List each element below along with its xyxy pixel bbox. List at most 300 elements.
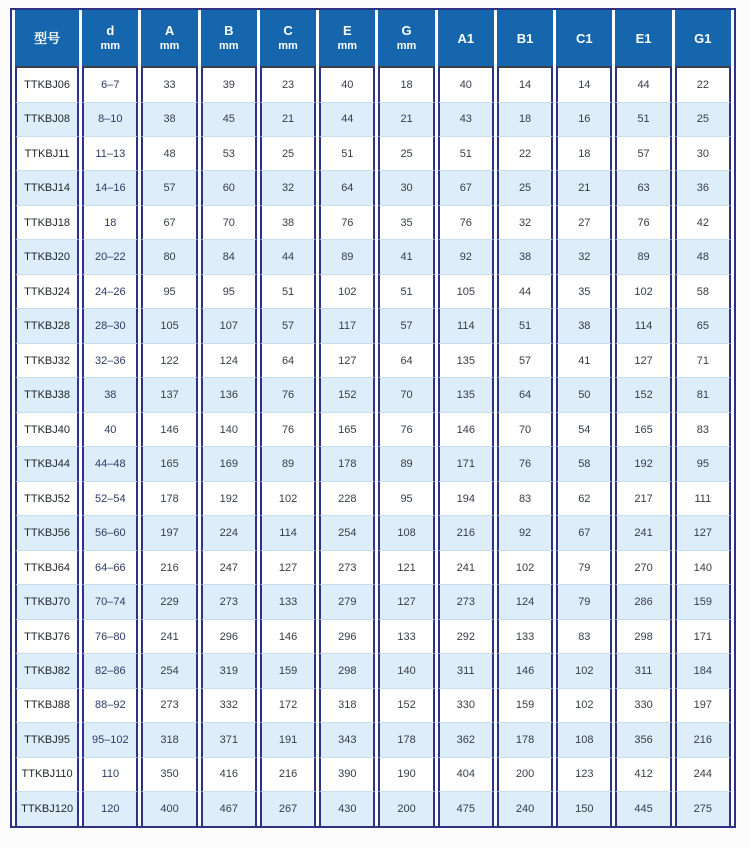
value-cell-E: 76 (319, 206, 375, 240)
value-cell-B: 192 (201, 482, 257, 516)
column-label: E (342, 23, 352, 38)
value-cell-C1: 21 (556, 171, 612, 205)
value-cell-B1: 83 (497, 482, 553, 516)
value-cell-A1: 43 (438, 103, 494, 137)
value-cell-A1: 135 (438, 378, 494, 412)
value-cell-B1: 57 (497, 344, 553, 378)
value-cell-A1: 241 (438, 551, 494, 585)
value-cell-C1: 35 (556, 275, 612, 309)
value-cell-C1: 123 (556, 758, 612, 792)
value-cell-B1: 92 (497, 516, 553, 550)
value-cell-C1: 50 (556, 378, 612, 412)
value-cell-E: 152 (319, 378, 375, 412)
value-cell-C1: 108 (556, 723, 612, 757)
value-cell-C: 267 (260, 792, 316, 826)
column-unit-label: mm (100, 40, 121, 52)
table-row (15, 654, 731, 688)
column-unit-label: mm (219, 40, 239, 52)
value-cell-E1: 330 (615, 689, 671, 723)
column-header-C1 (556, 10, 612, 66)
value-cell-E: 228 (319, 482, 375, 516)
value-cell-A1: 330 (438, 689, 494, 723)
value-cell-C1: 83 (556, 620, 612, 654)
value-cell-d: 11–13 (82, 137, 138, 171)
model-cell: TTKBJ82 (15, 654, 79, 688)
value-cell-E1: 57 (615, 137, 671, 171)
table-row (15, 758, 731, 792)
value-cell-A1: 76 (438, 206, 494, 240)
value-cell-G: 70 (378, 378, 434, 412)
value-cell-B: 467 (201, 792, 257, 826)
value-cell-A: 241 (141, 620, 197, 654)
value-cell-C1: 79 (556, 551, 612, 585)
value-cell-G: 178 (378, 723, 434, 757)
value-cell-B: 332 (201, 689, 257, 723)
value-cell-C: 89 (260, 447, 316, 481)
value-cell-G: 200 (378, 792, 434, 826)
table-row (15, 689, 731, 723)
value-cell-G1: 140 (675, 551, 731, 585)
value-cell-A1: 216 (438, 516, 494, 550)
header-row (15, 10, 731, 66)
value-cell-G1: 127 (675, 516, 731, 550)
value-cell-E: 343 (319, 723, 375, 757)
value-cell-d: 95–102 (82, 723, 138, 757)
value-cell-E: 296 (319, 620, 375, 654)
value-cell-G1: 58 (675, 275, 731, 309)
table-row (15, 309, 731, 343)
value-cell-E1: 165 (615, 413, 671, 447)
table-row (15, 275, 731, 309)
value-cell-C: 38 (260, 206, 316, 240)
value-cell-A: 122 (141, 344, 197, 378)
value-cell-G1: 22 (675, 66, 731, 103)
value-cell-B1: 102 (497, 551, 553, 585)
value-cell-d: 24–26 (82, 275, 138, 309)
value-cell-E1: 114 (615, 309, 671, 343)
value-cell-d: 38 (82, 378, 138, 412)
column-unit-label: mm (159, 40, 180, 52)
value-cell-A1: 114 (438, 309, 494, 343)
value-cell-A1: 51 (438, 137, 494, 171)
model-cell: TTKBJ120 (15, 792, 79, 826)
value-cell-A1: 146 (438, 413, 494, 447)
value-cell-C: 159 (260, 654, 316, 688)
value-cell-C: 23 (260, 66, 316, 103)
value-cell-C1: 62 (556, 482, 612, 516)
value-cell-G: 51 (378, 275, 434, 309)
value-cell-A1: 404 (438, 758, 494, 792)
value-cell-G1: 30 (675, 137, 731, 171)
value-cell-A: 95 (141, 275, 197, 309)
value-cell-E: 127 (319, 344, 375, 378)
value-cell-E: 279 (319, 585, 375, 619)
column-header-B (201, 10, 257, 66)
column-label: 型号 (34, 30, 61, 46)
value-cell-E: 117 (319, 309, 375, 343)
value-cell-B1: 44 (497, 275, 553, 309)
value-cell-G1: 71 (675, 344, 731, 378)
value-cell-B1: 70 (497, 413, 553, 447)
value-cell-A: 80 (141, 240, 197, 274)
value-cell-E1: 89 (615, 240, 671, 274)
model-cell: TTKBJ40 (15, 413, 79, 447)
table-row (15, 723, 731, 757)
value-cell-G: 18 (378, 66, 434, 103)
column-label: C1 (576, 30, 593, 46)
table-row (15, 792, 731, 826)
value-cell-C: 32 (260, 171, 316, 205)
value-cell-B1: 14 (497, 66, 553, 103)
value-cell-G: 25 (378, 137, 434, 171)
value-cell-E: 390 (319, 758, 375, 792)
value-cell-A: 273 (141, 689, 197, 723)
value-cell-A: 146 (141, 413, 197, 447)
column-label: E1 (635, 30, 652, 46)
value-cell-C: 172 (260, 689, 316, 723)
value-cell-E: 254 (319, 516, 375, 550)
value-cell-d: 32–36 (82, 344, 138, 378)
value-cell-E: 89 (319, 240, 375, 274)
table-row (15, 137, 731, 171)
value-cell-C1: 32 (556, 240, 612, 274)
column-header-model (15, 10, 79, 66)
column-header-B1 (497, 10, 553, 66)
model-cell: TTKBJ44 (15, 447, 79, 481)
model-cell: TTKBJ70 (15, 585, 79, 619)
column-label: B1 (516, 30, 534, 46)
value-cell-E: 51 (319, 137, 375, 171)
value-cell-G: 30 (378, 171, 434, 205)
value-cell-G1: 171 (675, 620, 731, 654)
value-cell-G: 152 (378, 689, 434, 723)
value-cell-C1: 41 (556, 344, 612, 378)
value-cell-A: 137 (141, 378, 197, 412)
value-cell-E1: 44 (615, 66, 671, 103)
model-cell: TTKBJ76 (15, 620, 79, 654)
value-cell-G: 95 (378, 482, 434, 516)
value-cell-E1: 51 (615, 103, 671, 137)
model-cell: TTKBJ11 (15, 137, 79, 171)
value-cell-B: 45 (201, 103, 257, 137)
table-body (15, 66, 731, 826)
column-label: G (401, 23, 412, 38)
value-cell-B1: 124 (497, 585, 553, 619)
value-cell-E1: 445 (615, 792, 671, 826)
value-cell-B: 60 (201, 171, 257, 205)
value-cell-B: 39 (201, 66, 257, 103)
value-cell-E1: 298 (615, 620, 671, 654)
value-cell-d: 120 (82, 792, 138, 826)
value-cell-A: 197 (141, 516, 197, 550)
model-cell: TTKBJ52 (15, 482, 79, 516)
value-cell-C1: 16 (556, 103, 612, 137)
value-cell-G1: 159 (675, 585, 731, 619)
value-cell-E: 273 (319, 551, 375, 585)
value-cell-G: 108 (378, 516, 434, 550)
value-cell-d: 76–80 (82, 620, 138, 654)
value-cell-G: 121 (378, 551, 434, 585)
column-label: A (164, 23, 175, 38)
value-cell-G1: 216 (675, 723, 731, 757)
value-cell-E: 40 (319, 66, 375, 103)
column-label: B (224, 23, 234, 38)
model-cell: TTKBJ32 (15, 344, 79, 378)
value-cell-d: 18 (82, 206, 138, 240)
model-cell: TTKBJ88 (15, 689, 79, 723)
value-cell-G1: 42 (675, 206, 731, 240)
model-cell: TTKBJ14 (15, 171, 79, 205)
value-cell-C1: 54 (556, 413, 612, 447)
value-cell-B1: 178 (497, 723, 553, 757)
value-cell-B: 140 (201, 413, 257, 447)
column-header-A (141, 10, 197, 66)
value-cell-E: 430 (319, 792, 375, 826)
model-cell: TTKBJ95 (15, 723, 79, 757)
value-cell-B1: 18 (497, 103, 553, 137)
table-row (15, 103, 731, 137)
value-cell-A: 165 (141, 447, 197, 481)
value-cell-A: 254 (141, 654, 197, 688)
value-cell-d: 82–86 (82, 654, 138, 688)
value-cell-C1: 14 (556, 66, 612, 103)
column-label: A1 (457, 30, 475, 46)
value-cell-E: 298 (319, 654, 375, 688)
value-cell-A: 105 (141, 309, 197, 343)
value-cell-d: 28–30 (82, 309, 138, 343)
value-cell-A: 318 (141, 723, 197, 757)
value-cell-B: 371 (201, 723, 257, 757)
value-cell-B1: 38 (497, 240, 553, 274)
value-cell-B: 124 (201, 344, 257, 378)
value-cell-G1: 65 (675, 309, 731, 343)
value-cell-G: 76 (378, 413, 434, 447)
value-cell-G1: 111 (675, 482, 731, 516)
value-cell-B1: 240 (497, 792, 553, 826)
value-cell-C: 64 (260, 344, 316, 378)
model-cell: TTKBJ20 (15, 240, 79, 274)
table-row (15, 344, 731, 378)
table-row (15, 206, 731, 240)
value-cell-B: 319 (201, 654, 257, 688)
value-cell-C1: 38 (556, 309, 612, 343)
value-cell-d: 52–54 (82, 482, 138, 516)
value-cell-B1: 133 (497, 620, 553, 654)
table-header (15, 10, 731, 66)
column-header-E (319, 10, 375, 66)
value-cell-B1: 22 (497, 137, 553, 171)
column-header-E1 (615, 10, 671, 66)
value-cell-E1: 217 (615, 482, 671, 516)
column-header-G (378, 10, 434, 66)
value-cell-E1: 270 (615, 551, 671, 585)
value-cell-E: 178 (319, 447, 375, 481)
value-cell-A1: 362 (438, 723, 494, 757)
value-cell-A: 216 (141, 551, 197, 585)
table-row (15, 551, 731, 585)
value-cell-G1: 197 (675, 689, 731, 723)
value-cell-A1: 194 (438, 482, 494, 516)
table-row (15, 516, 731, 550)
value-cell-C: 76 (260, 413, 316, 447)
value-cell-C1: 18 (556, 137, 612, 171)
value-cell-d: 40 (82, 413, 138, 447)
value-cell-B: 84 (201, 240, 257, 274)
value-cell-d: 6–7 (82, 66, 138, 103)
value-cell-A: 33 (141, 66, 197, 103)
model-cell: TTKBJ08 (15, 103, 79, 137)
value-cell-C: 44 (260, 240, 316, 274)
value-cell-B: 136 (201, 378, 257, 412)
value-cell-B1: 51 (497, 309, 553, 343)
column-unit-label: mm (396, 40, 417, 52)
value-cell-C1: 58 (556, 447, 612, 481)
value-cell-d: 44–48 (82, 447, 138, 481)
value-cell-G: 64 (378, 344, 434, 378)
value-cell-G1: 83 (675, 413, 731, 447)
value-cell-G: 190 (378, 758, 434, 792)
value-cell-G: 21 (378, 103, 434, 137)
model-cell: TTKBJ56 (15, 516, 79, 550)
table-row (15, 413, 731, 447)
value-cell-B1: 25 (497, 171, 553, 205)
value-cell-C1: 150 (556, 792, 612, 826)
value-cell-G1: 184 (675, 654, 731, 688)
value-cell-C: 57 (260, 309, 316, 343)
value-cell-C1: 79 (556, 585, 612, 619)
value-cell-d: 8–10 (82, 103, 138, 137)
value-cell-A: 48 (141, 137, 197, 171)
value-cell-E1: 412 (615, 758, 671, 792)
value-cell-G: 127 (378, 585, 434, 619)
value-cell-G1: 81 (675, 378, 731, 412)
value-cell-B1: 200 (497, 758, 553, 792)
model-cell: TTKBJ06 (15, 66, 79, 103)
value-cell-C1: 102 (556, 689, 612, 723)
value-cell-E1: 241 (615, 516, 671, 550)
table-row (15, 171, 731, 205)
value-cell-E1: 76 (615, 206, 671, 240)
model-cell: TTKBJ64 (15, 551, 79, 585)
table-row (15, 240, 731, 274)
value-cell-d: 56–60 (82, 516, 138, 550)
value-cell-B: 53 (201, 137, 257, 171)
column-label: C (283, 23, 293, 38)
value-cell-B: 224 (201, 516, 257, 550)
value-cell-G: 89 (378, 447, 434, 481)
value-cell-E: 318 (319, 689, 375, 723)
value-cell-A1: 40 (438, 66, 494, 103)
column-header-d (82, 10, 138, 66)
column-header-G1 (675, 10, 731, 66)
table-row (15, 378, 731, 412)
value-cell-E: 44 (319, 103, 375, 137)
value-cell-E: 165 (319, 413, 375, 447)
value-cell-d: 64–66 (82, 551, 138, 585)
value-cell-A1: 273 (438, 585, 494, 619)
value-cell-E1: 286 (615, 585, 671, 619)
value-cell-A: 400 (141, 792, 197, 826)
value-cell-B: 296 (201, 620, 257, 654)
value-cell-B1: 32 (497, 206, 553, 240)
value-cell-B: 247 (201, 551, 257, 585)
value-cell-d: 20–22 (82, 240, 138, 274)
value-cell-C: 21 (260, 103, 316, 137)
value-cell-d: 88–92 (82, 689, 138, 723)
value-cell-d: 70–74 (82, 585, 138, 619)
table-row (15, 482, 731, 516)
value-cell-C: 51 (260, 275, 316, 309)
value-cell-C1: 27 (556, 206, 612, 240)
value-cell-A: 350 (141, 758, 197, 792)
table-row (15, 447, 731, 481)
model-cell: TTKBJ24 (15, 275, 79, 309)
value-cell-A1: 475 (438, 792, 494, 826)
value-cell-A1: 171 (438, 447, 494, 481)
value-cell-B: 107 (201, 309, 257, 343)
value-cell-C: 146 (260, 620, 316, 654)
value-cell-C: 133 (260, 585, 316, 619)
value-cell-G: 133 (378, 620, 434, 654)
value-cell-B: 416 (201, 758, 257, 792)
column-header-A1 (438, 10, 494, 66)
value-cell-E: 64 (319, 171, 375, 205)
value-cell-A1: 92 (438, 240, 494, 274)
column-label: G1 (694, 30, 712, 46)
column-unit-label: mm (278, 40, 298, 52)
value-cell-G1: 275 (675, 792, 731, 826)
value-cell-G1: 36 (675, 171, 731, 205)
value-cell-A: 38 (141, 103, 197, 137)
value-cell-C: 102 (260, 482, 316, 516)
spec-table-frame (10, 8, 736, 828)
value-cell-G: 57 (378, 309, 434, 343)
value-cell-G: 140 (378, 654, 434, 688)
value-cell-C: 114 (260, 516, 316, 550)
value-cell-B: 70 (201, 206, 257, 240)
value-cell-E1: 152 (615, 378, 671, 412)
value-cell-E1: 356 (615, 723, 671, 757)
model-cell: TTKBJ18 (15, 206, 79, 240)
model-cell: TTKBJ28 (15, 309, 79, 343)
value-cell-A1: 292 (438, 620, 494, 654)
column-label: d (106, 23, 115, 38)
value-cell-B: 273 (201, 585, 257, 619)
value-cell-d: 110 (82, 758, 138, 792)
value-cell-d: 14–16 (82, 171, 138, 205)
table-row (15, 585, 731, 619)
value-cell-A1: 67 (438, 171, 494, 205)
value-cell-G1: 244 (675, 758, 731, 792)
value-cell-B1: 146 (497, 654, 553, 688)
value-cell-A: 57 (141, 171, 197, 205)
value-cell-A1: 105 (438, 275, 494, 309)
value-cell-E1: 127 (615, 344, 671, 378)
value-cell-G1: 25 (675, 103, 731, 137)
value-cell-A1: 135 (438, 344, 494, 378)
value-cell-C: 216 (260, 758, 316, 792)
column-header-C (260, 10, 316, 66)
coupling-spec-table (12, 10, 734, 826)
value-cell-B1: 76 (497, 447, 553, 481)
value-cell-E1: 311 (615, 654, 671, 688)
model-cell: TTKBJ110 (15, 758, 79, 792)
value-cell-C1: 102 (556, 654, 612, 688)
table-row (15, 66, 731, 103)
value-cell-C1: 67 (556, 516, 612, 550)
value-cell-A: 178 (141, 482, 197, 516)
table-row (15, 620, 731, 654)
